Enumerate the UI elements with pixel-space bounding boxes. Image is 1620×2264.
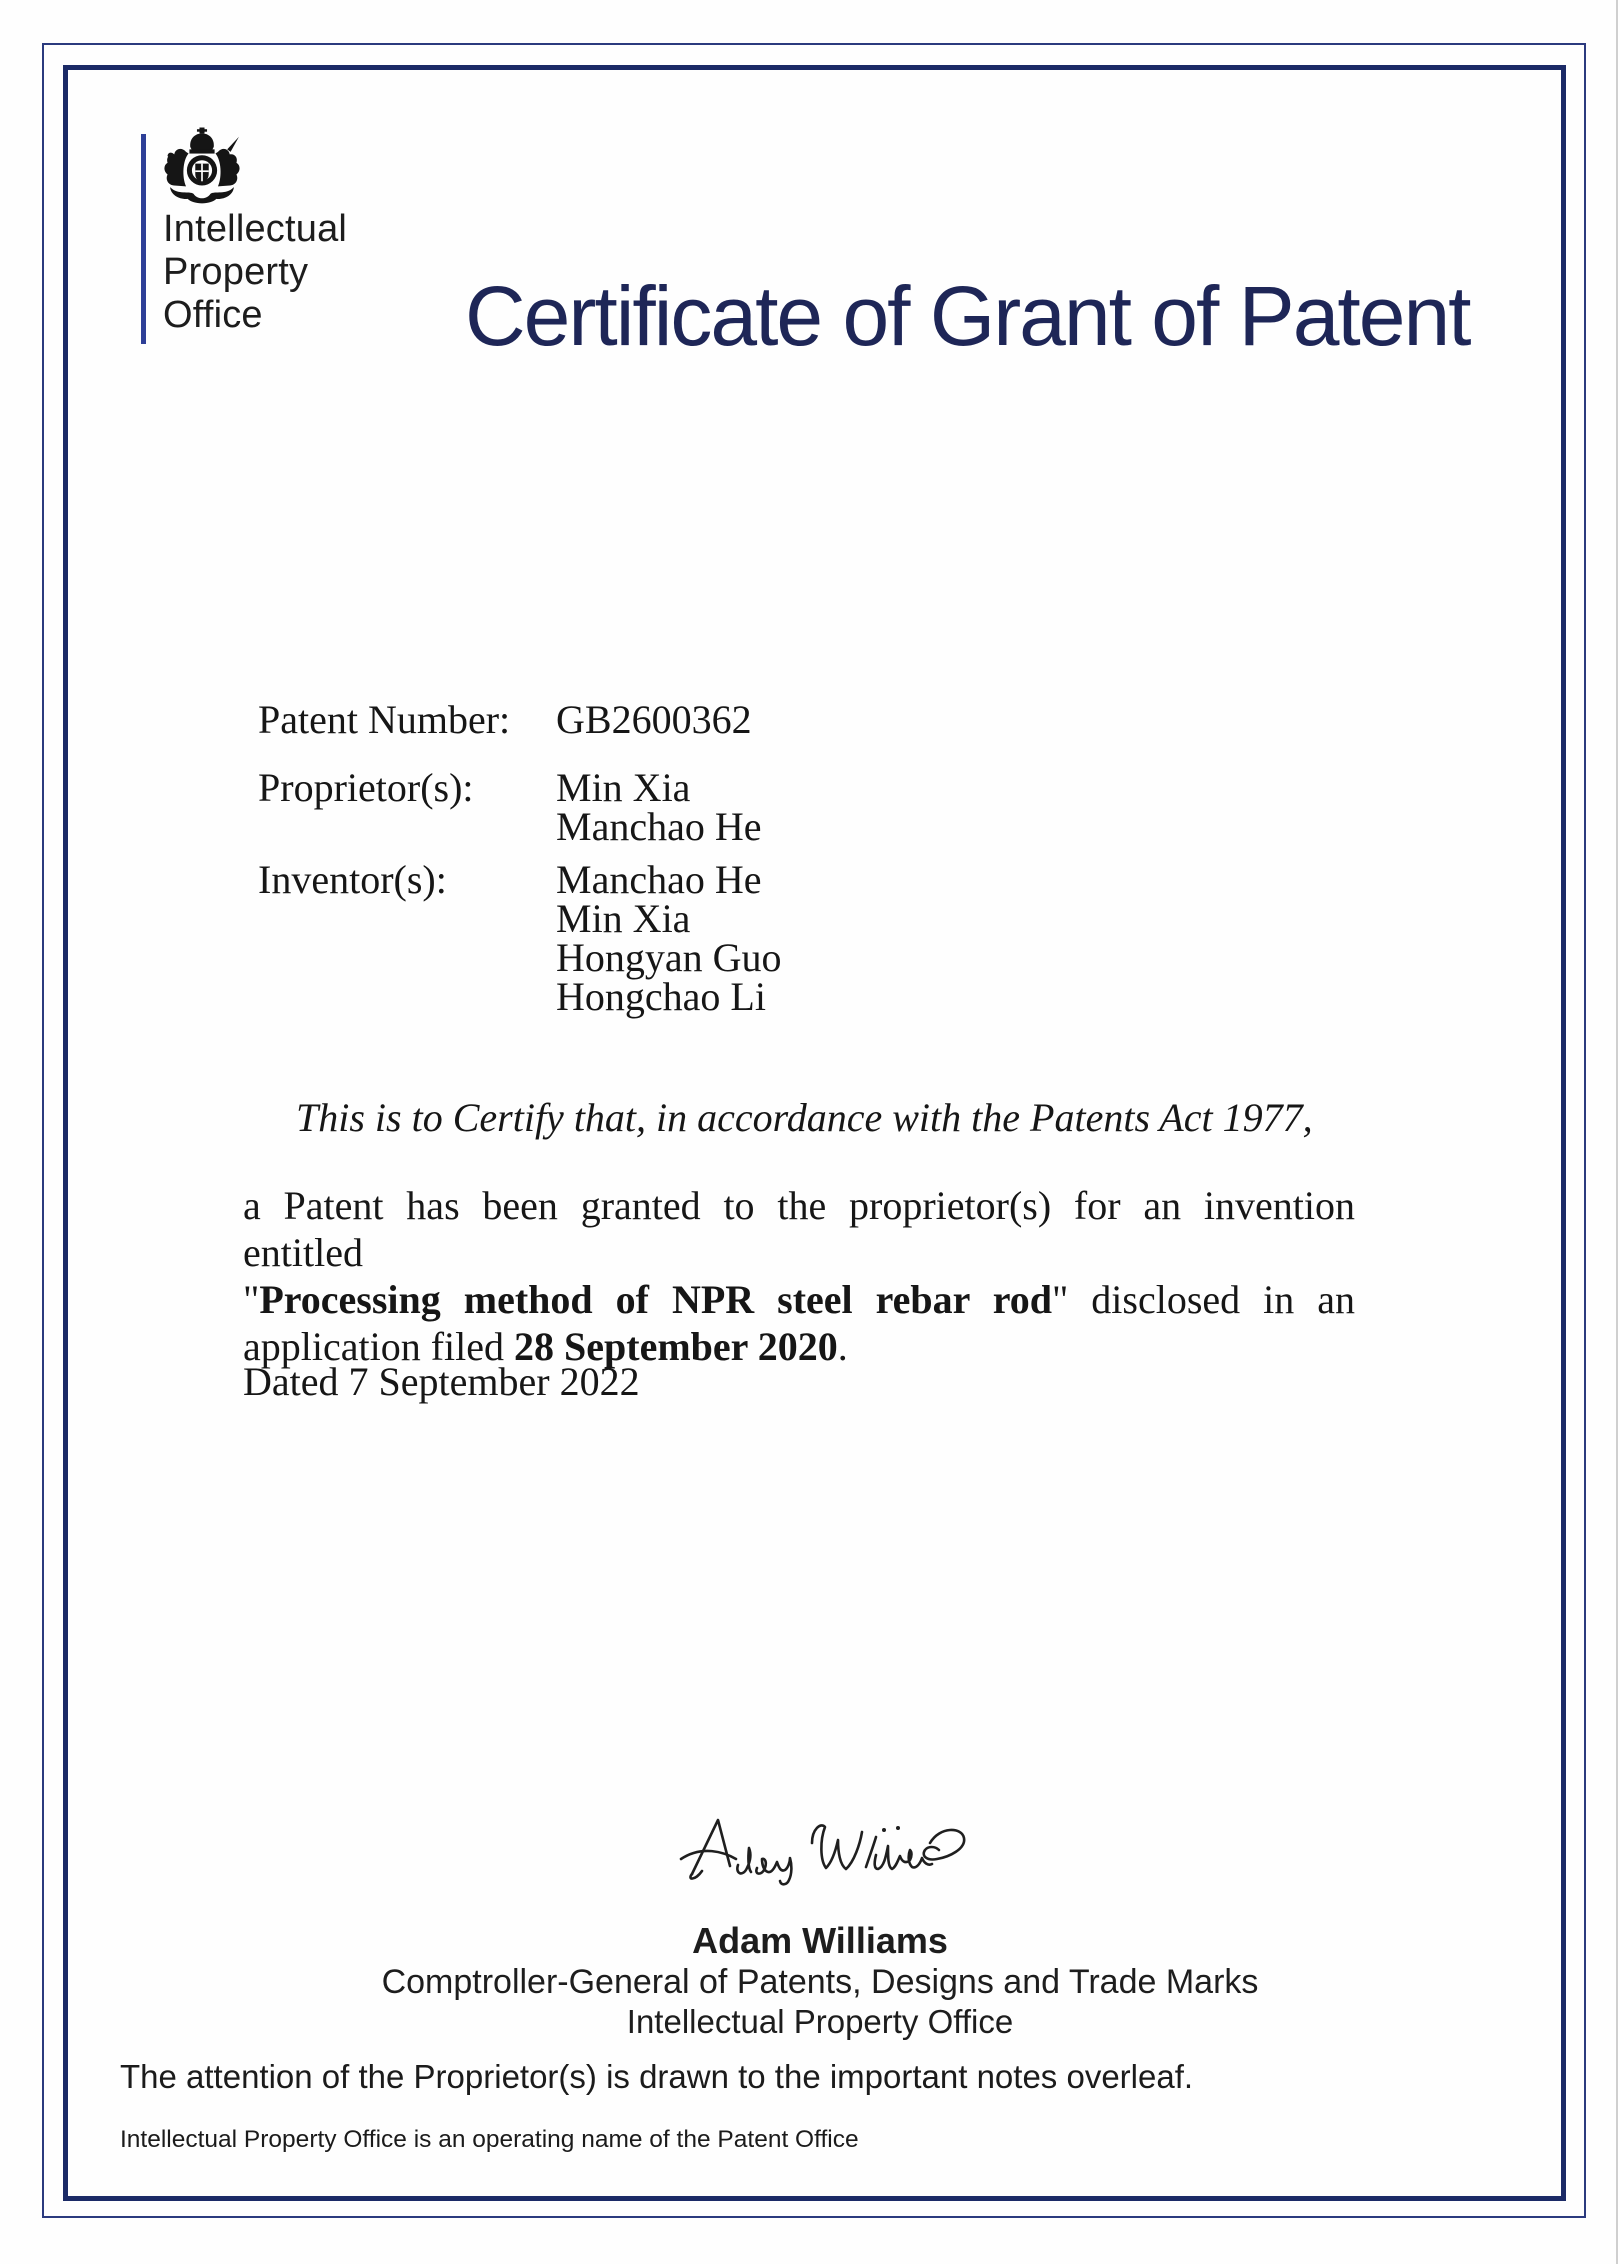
invention-title: Processing method of NPR steel rebar rod (259, 1277, 1052, 1322)
logo-wordmark (163, 208, 347, 337)
logo-vertical-bar (141, 134, 146, 344)
royal-coat-of-arms-icon (160, 126, 244, 208)
patent-number-value: GB2600362 (556, 697, 752, 742)
inventors-label: Inventor(s): (258, 857, 447, 902)
inventors-row (258, 857, 1258, 1019)
patent-number-row (258, 697, 1258, 742)
proprietors-label: Proprietor(s): (258, 765, 474, 810)
filed-text: application filed (243, 1324, 515, 1369)
period: . (837, 1324, 848, 1369)
signature-adam-williams (678, 1812, 974, 1894)
filing-date: 28 September 2020 (514, 1324, 838, 1369)
proprietor-name: Manchao He (556, 804, 762, 849)
dated-line: Dated 7 September 2022 (243, 1359, 640, 1404)
logo-line-property: Property (163, 251, 309, 293)
proprietor-name: Min Xia (556, 765, 691, 810)
officer-title: Comptroller-General of Patents, Designs and Trade Marks (381, 1963, 1259, 2001)
inventor-name: Min Xia (556, 896, 691, 941)
logo-line-office: Office (163, 294, 263, 336)
certify-statement: This is to Certify that, in accordance with the Patents Act 1977, (296, 1095, 1313, 1140)
inventor-name: Hongchao Li (556, 974, 766, 1019)
page-title: Certificate of Grant of Patent (465, 269, 1470, 363)
inventor-name: Manchao He (556, 857, 762, 902)
quote-open: " (243, 1277, 260, 1322)
grant-paragraph (243, 1182, 1355, 1370)
logo-line-intellectual: Intellectual (163, 208, 348, 250)
patent-number-label: Patent Number: (258, 697, 511, 742)
attention-note: The attention of the Proprietor(s) is drawn to the important notes overleaf. (120, 2058, 1194, 2095)
patent-details (258, 697, 1258, 1019)
officer-office: Intellectual Property Office (626, 2003, 1014, 2040)
grant-paragraph-line1: a Patent has been granted to the proprietor(s) for an invention entitled (243, 1183, 1355, 1275)
quote-close-text: " disclosed in an (1051, 1277, 1356, 1322)
officer-block (10, 1920, 1620, 2041)
proprietors-row (258, 765, 1258, 849)
grant-paragraph-line2 (243, 1276, 1355, 1323)
officer-name: Adam Williams (692, 1920, 948, 1961)
operating-name-note: Intellectual Property Office is an operating name of the Patent Office (120, 2126, 859, 2153)
inventor-name: Hongyan Guo (556, 935, 782, 980)
